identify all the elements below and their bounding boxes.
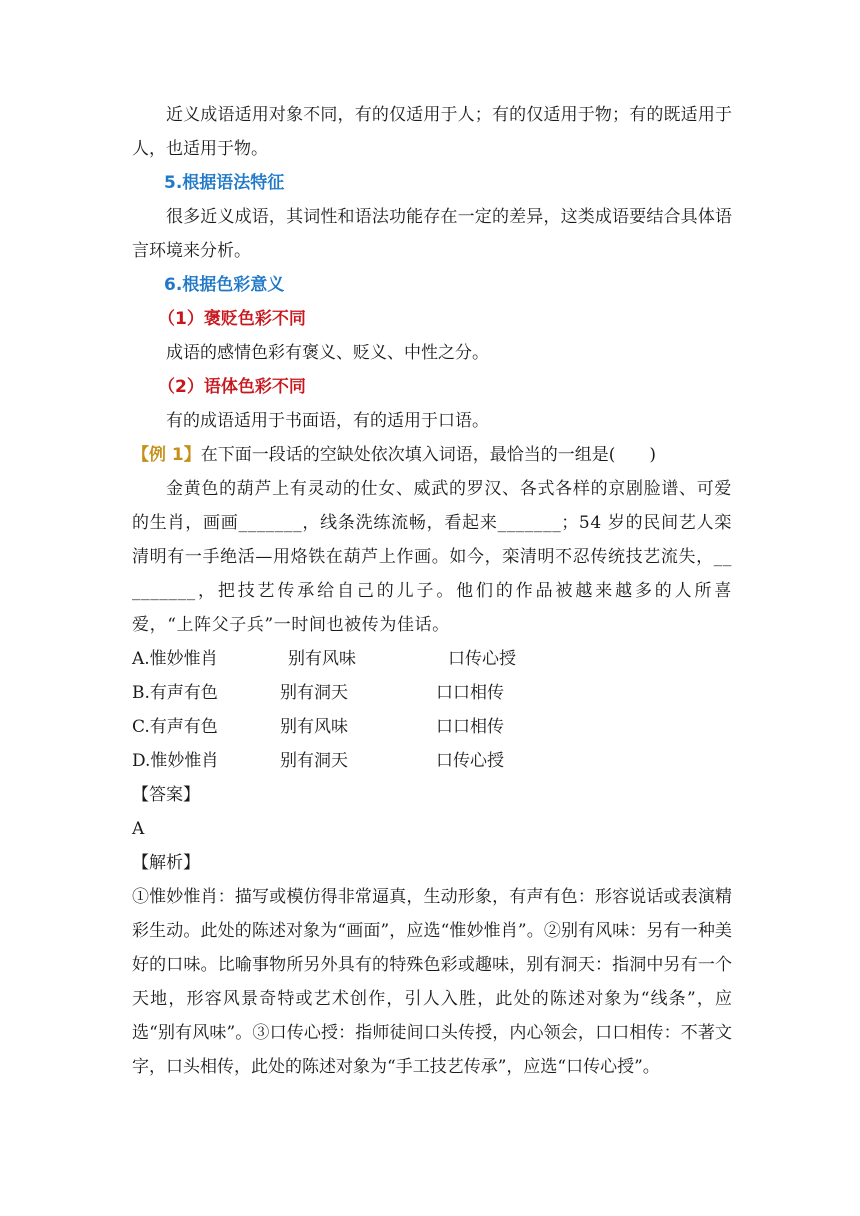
option-cell: B.有声有色 [132,683,218,703]
option-cell: 口传心授 [448,649,516,669]
option-cell: 口口相传 [436,683,504,703]
subheading-commendatory-derogatory: （1）褒贬色彩不同 [158,309,306,329]
option-cell: D.惟妙惟肖 [132,751,219,771]
option-cell: 口口相传 [436,717,504,737]
heading-grammar-features: 5.根据语法特征 [164,173,285,193]
example-passage: 金黄色的葫芦上有灵动的仕女、威武的罗汉、各式各样的京剧脸谱、可爱的生肖，画画_______，线条洗练流畅，看起来_______；54 岁的民间艺人栾清明有一手绝活—用烙铁在葫芦上作画。如今，栾清明不忍传统技艺流失，_________，把技艺传承给自己的儿子。他们的作品被越来越多的人所喜爱，“上阵父子兵”一时间也被传为佳话。 [132,479,732,635]
option-d [132,744,732,778]
paragraph-emotional-color: 成语的感情色彩有褒义、贬义、中性之分。 [166,343,489,363]
heading-color-meaning: 6.根据色彩意义 [164,275,285,295]
subheading-style-color: （2）语体色彩不同 [158,377,306,397]
option-cell: C.有声有色 [132,717,218,737]
document-page [132,98,732,1084]
option-cell: 别有风味 [288,649,356,669]
option-c [132,710,732,744]
example-question [132,438,732,472]
option-cell: 别有风味 [280,717,348,737]
option-cell: 别有洞天 [280,683,348,703]
paragraph-applicable-objects: 近义成语适用对象不同，有的仅适用于人；有的仅适用于物；有的既适用于人，也适用于物。 [132,105,732,159]
option-cell: 口传心授 [436,751,504,771]
answer-label: 【答案】 [132,785,200,805]
option-a [132,642,732,676]
analysis-text: ①惟妙惟肖：描写或模仿得非常逼真，生动形象，有声有色：形容说话或表演精彩生动。此处的陈述对象为“画面”，应选“惟妙惟肖”。②别有风味：另有一种美好的口味。比喻事物所另外具有的特殊色彩或趣味，别有洞天：指洞中另有一个天地，形容风景奇特或艺术创作，引人入胜，此处的陈述对象为“线条”，应选“别有风味”。③口传心授：指师徒间口头传授，内心领会，口口相传：不著文字，口头相传，此处的陈述对象为“手工技艺传承”，应选“口传心授”。 [132,887,732,1077]
option-cell: A.惟妙惟肖 [132,649,218,669]
option-cell: 别有洞天 [280,751,348,771]
options-list [132,642,732,778]
answer-value: A [132,819,145,839]
analysis-label: 【解析】 [132,853,200,873]
example-tag: 【例 1】 [132,445,201,465]
paragraph-style-color: 有的成语适用于书面语，有的适用于口语。 [166,411,489,431]
example-question-text: 在下面一段话的空缺处依次填入词语，最恰当的一组是( ) [200,445,657,465]
option-b [132,676,732,710]
paragraph-grammar: 很多近义成语，其词性和语法功能存在一定的差异，这类成语要结合具体语言环境来分析。 [132,207,732,261]
